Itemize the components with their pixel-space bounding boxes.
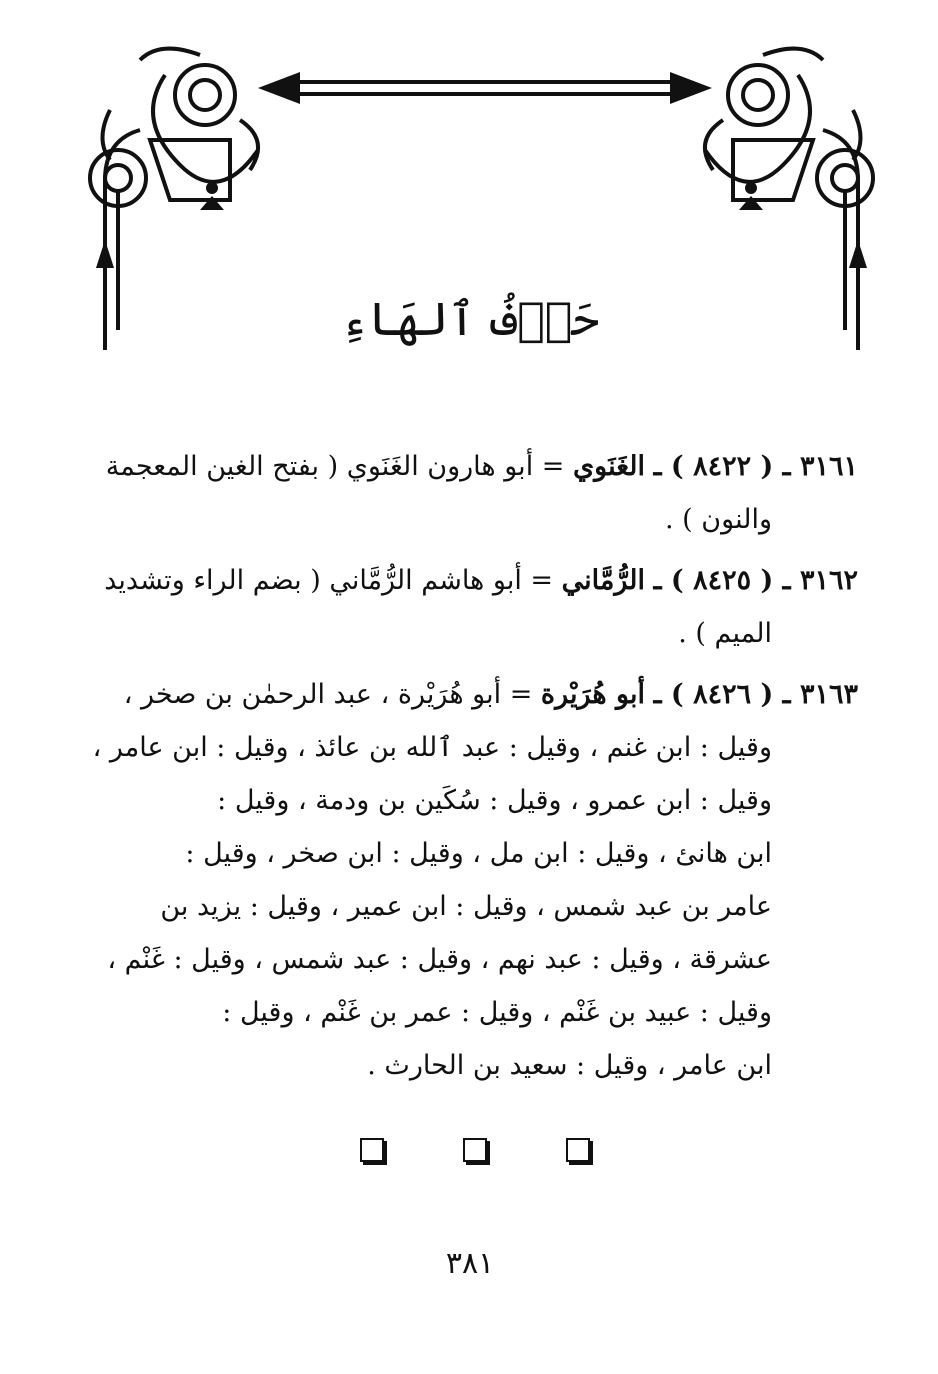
chapter-title: حَرۡفُ ٱلهَاءِ xyxy=(340,292,600,346)
entry-first-line xyxy=(108,668,858,721)
entries-list xyxy=(92,440,858,1100)
entry-continuation: ابن هانئ ، وقيل : ابن مل ، وقيل : ابن صخر ، وقيل : xyxy=(185,838,772,869)
entry-continuation: عشرقة ، وقيل : عبد نهم ، وقيل : عبد شمس ، وقيل : غَنْم ، xyxy=(107,944,772,975)
entry-first-line xyxy=(104,554,858,607)
page-number: ٣٨١ xyxy=(445,1246,495,1281)
entry-number: ٣١٦١ ـ ( ٨٤٢٢ ) ـ xyxy=(653,451,858,482)
entry-term: الرُّمَّاني xyxy=(561,565,645,596)
entry-term: الغَنَوي xyxy=(573,451,645,482)
entry-continuation: وقيل : ابن عمرو ، وقيل : سُكَين بن ودمة ، وقيل : xyxy=(217,785,772,816)
entry-number: ٣١٦٢ ـ ( ٨٤٢٥ ) ـ xyxy=(653,565,858,596)
square-bullet-icon xyxy=(566,1138,590,1162)
entry-number: ٣١٦٣ ـ ( ٨٤٢٦ ) ـ xyxy=(653,679,858,710)
square-bullet-icon xyxy=(360,1138,384,1162)
entry-text: = أبو هاشم الرُّمَّاني ( بضم الراء وتشديد xyxy=(104,565,554,596)
entry-3163 xyxy=(92,668,858,1092)
entry-term: أبو هُرَيْرة xyxy=(540,679,645,710)
section-separator xyxy=(360,1138,590,1168)
entry-continuation: عامر بن عبد شمس ، وقيل : ابن عمير ، وقيل : يزيد بن xyxy=(160,891,772,922)
entry-continuation: ابن عامر ، وقيل : سعيد بن الحارث . xyxy=(367,1050,772,1081)
entry-3162 xyxy=(104,554,858,660)
entry-3161 xyxy=(105,440,858,546)
entry-first-line xyxy=(105,440,858,493)
square-bullet-icon xyxy=(463,1138,487,1162)
entry-text: = أبو هُرَيْرة ، عبد الرحمٰن بن صخر ، xyxy=(123,679,533,710)
entry-continuation: والنون ) . xyxy=(665,504,772,535)
entry-continuation: وقيل : ابن غنم ، وقيل : عبد ٱلله بن عائذ ، وقيل : ابن عامر ، xyxy=(92,732,772,763)
entry-continuation: الميم ) . xyxy=(678,618,772,649)
entry-continuation: وقيل : عبيد بن غَنْم ، وقيل : عمر بن غَنْم ، وقيل : xyxy=(222,997,772,1028)
entry-text: = أبو هارون الغَنَوي ( بفتح الغين المعجمة xyxy=(105,451,565,482)
